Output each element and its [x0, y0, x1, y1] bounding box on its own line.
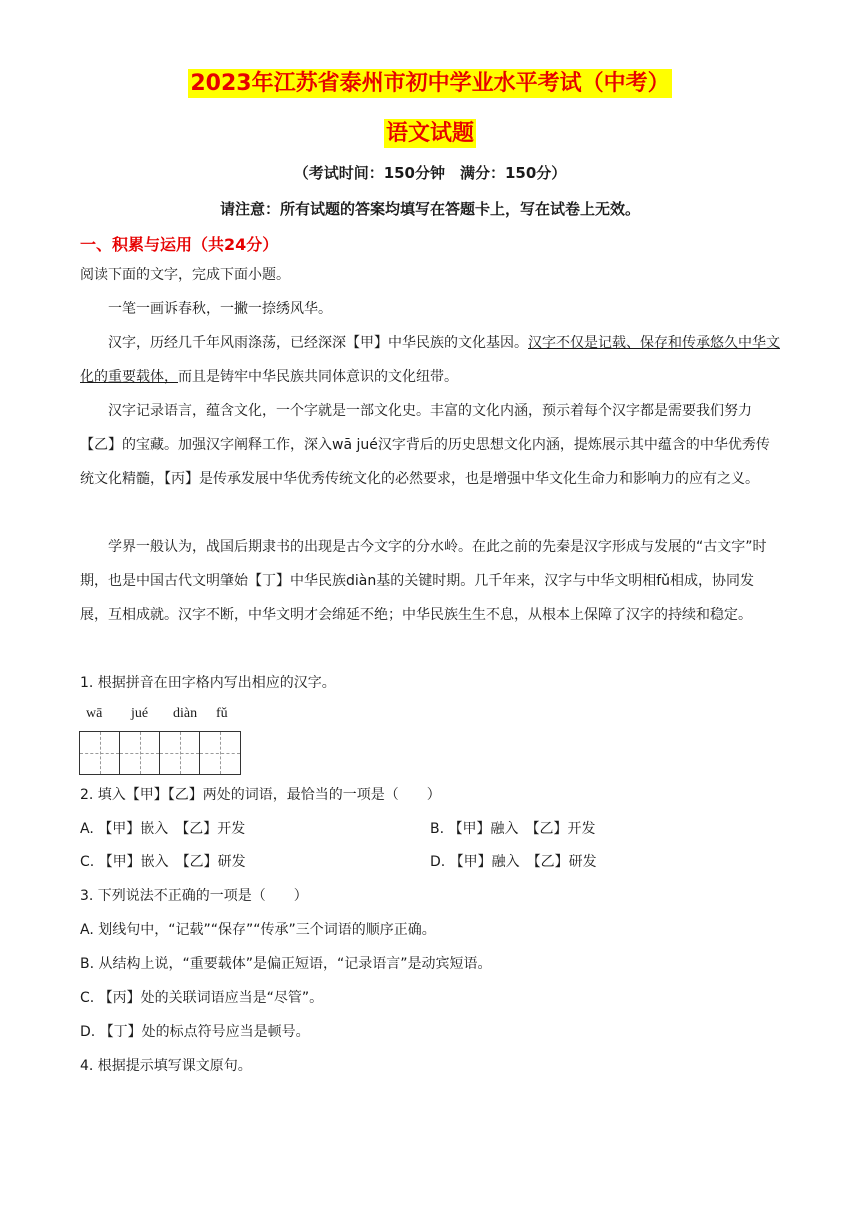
q2-option-b: B. 【甲】融入 【乙】开发: [430, 821, 596, 837]
tianzige-cell[interactable]: [160, 732, 200, 774]
q2-option-d: D. 【甲】融入 【乙】研发: [430, 854, 597, 870]
q3-option-d: D. 【丁】处的标点符号应当是顿号。: [80, 1024, 310, 1040]
q3-option-a: A. 划线句中，“记载”“保存”“传承”三个词语的顺序正确。: [80, 922, 436, 938]
passage-paragraph-1: 一笔一画诉春秋，一撇一捺绣风华。: [108, 301, 332, 317]
question-2: 2. 填入【甲】【乙】两处的词语，最恰当的一项是（ ）: [80, 787, 441, 803]
tianzige-grid[interactable]: [79, 731, 241, 775]
exam-notice: 请注意：所有试题的答案均填写在答题卡上，写在试卷上无效。: [219, 200, 640, 218]
q3-option-c: C. 【丙】处的关联词语应当是“尽管”。: [80, 990, 324, 1006]
pinyin-3: diàn: [173, 706, 198, 721]
q2-option-a: A. 【甲】嵌入 【乙】开发: [80, 821, 246, 837]
tianzige-cell[interactable]: [80, 732, 120, 774]
passage-p2-start: 汉字，历经几千年风雨涤荡，已经深深【甲】中华民族的文化基因。: [108, 335, 528, 351]
tianzige-cell[interactable]: [200, 732, 240, 774]
question-1: 1. 根据拼音在田字格内写出相应的汉字。: [80, 675, 336, 691]
exam-subtitle: 语文试题: [385, 121, 474, 146]
passage-p2-end: 而且是铸牢中华民族共同体意识的文化纽带。: [178, 369, 458, 385]
q2-option-c: C. 【甲】嵌入 【乙】研发: [80, 854, 246, 870]
section-intro: 阅读下面的文字，完成下面小题。: [80, 267, 290, 283]
passage-paragraph-2: [80, 326, 780, 394]
pinyin-2: jué: [131, 706, 149, 721]
exam-info: （考试时间：150分钟 满分：150分）: [293, 164, 567, 182]
passage-paragraph-4: 学界一般认为，战国后期隶书的出现是古今文字的分水岭。在此之前的先秦是汉字形成与发展的“古文字”时期，也是中国古代文明肇始【丁】中华民族diàn基的关键时期。几千年来，汉字与中华文明相fǔ相成，协同发展，互相成就。汉字不断，中华文明才会绵延不绝；中华民族生生不息，从根本上保障了汉字的持续和稳定。: [80, 539, 767, 623]
passage-paragraph-3: 汉字记录语言，蕴含文化，一个字就是一部文化史。丰富的文化内涵，预示着每个汉字都是需要我们努力【乙】的宝藏。加强汉字阐释工作，深入wā jué汉字背后的历史思想文化内涵，提炼展示其中蕴含的中华优秀传统文化精髓，【丙】是传承发展中华优秀传统文化的必然要求，也是增强中华文化生命力和影响力的应有之义。: [80, 403, 770, 487]
title-block: [0, 66, 860, 97]
subtitle-block: [0, 116, 860, 147]
section-heading: 一、积累与运用（共24分）: [80, 235, 279, 254]
question-4: 4. 根据提示填写课文原句。: [80, 1058, 252, 1074]
tianzige-cell[interactable]: [120, 732, 160, 774]
q3-option-b: B. 从结构上说，“重要载体”是偏正短语，“记录语言”是动宾短语。: [80, 956, 492, 972]
pinyin-4: fǔ: [216, 706, 228, 721]
underlined-sentence: 汉字不仅是记载、保存和传承悠久中华文化的重要载体，: [80, 335, 780, 385]
question-3: 3. 下列说法不正确的一项是（ ）: [80, 888, 308, 904]
pinyin-1: wā: [86, 706, 103, 721]
exam-title: 2023年江苏省泰州市初中学业水平考试（中考）: [190, 71, 670, 96]
